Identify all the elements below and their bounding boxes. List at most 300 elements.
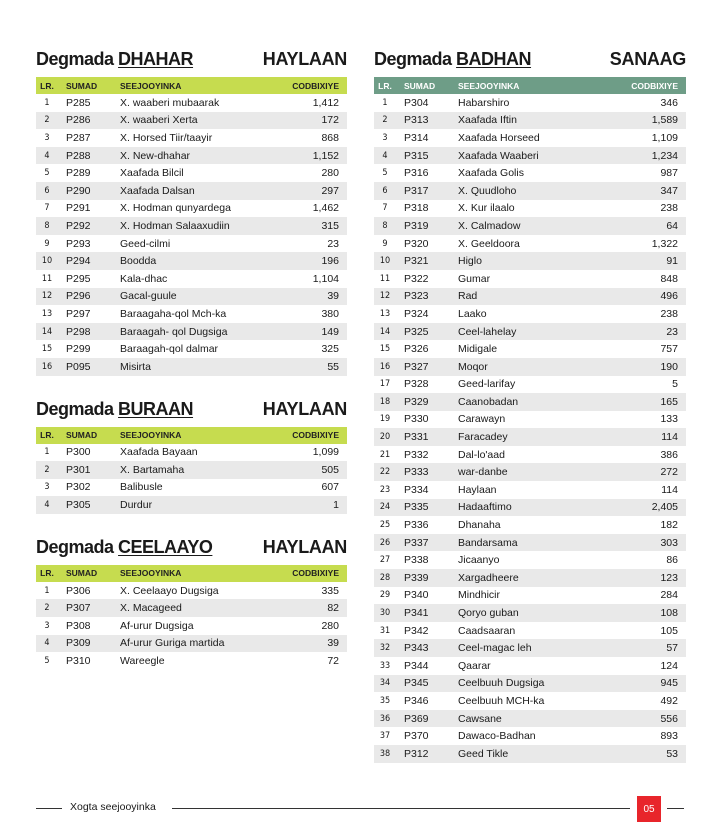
- row-number: 20: [379, 432, 391, 443]
- row-number: 13: [41, 308, 53, 319]
- station-code: P316: [404, 167, 429, 180]
- row-number: 1: [44, 97, 50, 108]
- station-name: X. Kur ilaalo: [458, 202, 515, 215]
- region-name: HAYLAAN: [262, 49, 347, 69]
- table-row: [374, 534, 686, 552]
- station-code: P310: [66, 655, 91, 668]
- table-row: [374, 657, 686, 675]
- table-row: [374, 200, 686, 218]
- station-code: P331: [404, 431, 429, 444]
- station-code: P336: [404, 519, 429, 532]
- voter-count: 868: [321, 131, 339, 144]
- voter-count: 5: [672, 378, 678, 391]
- station-code: P301: [66, 463, 91, 476]
- station-code: P313: [404, 114, 429, 127]
- station-name: Qoryo guban: [458, 607, 519, 620]
- row-number: 7: [44, 203, 50, 214]
- col-header-no: LR.: [40, 430, 54, 440]
- station-name: Baraagah- qol Dugsiga: [120, 325, 228, 338]
- station-name: Laako: [458, 307, 487, 320]
- voter-count: 987: [660, 167, 678, 180]
- station-code: P285: [66, 96, 91, 109]
- station-code: P298: [66, 325, 91, 338]
- table-row: [36, 582, 347, 600]
- voter-count: 133: [660, 413, 678, 426]
- row-number: 28: [379, 572, 391, 583]
- station-code: P328: [404, 378, 429, 391]
- station-code: P294: [66, 255, 91, 268]
- row-number: 10: [41, 256, 53, 267]
- station-code: P344: [404, 659, 429, 672]
- station-code: P319: [404, 219, 429, 232]
- district-title: [36, 399, 193, 420]
- footer-rule-right: [172, 808, 630, 809]
- col-header-no: LR.: [40, 80, 54, 91]
- table-row: [36, 200, 347, 218]
- voter-count: 893: [660, 730, 678, 743]
- col-header-name: SEEJOOYINKA: [120, 80, 182, 91]
- row-number: 33: [379, 660, 391, 671]
- table-row: [36, 94, 347, 112]
- table-row: [36, 496, 347, 514]
- voter-count: 1,462: [312, 202, 339, 215]
- table-row: [374, 235, 686, 253]
- station-code: P095: [66, 360, 91, 373]
- station-code: P306: [66, 584, 91, 597]
- station-code: P290: [66, 184, 91, 197]
- row-number: 4: [44, 638, 50, 649]
- table-row: [374, 446, 686, 464]
- station-name: Xaafada Dalsan: [120, 184, 195, 197]
- table-row: [36, 461, 347, 479]
- station-name: Dhanaha: [458, 519, 501, 532]
- station-name: X. Bartamaha: [120, 463, 185, 476]
- row-number: 10: [379, 256, 391, 267]
- row-number: 12: [41, 291, 53, 302]
- row-number: 9: [44, 238, 50, 249]
- voter-count: 196: [321, 255, 339, 268]
- station-name: X. Ceelaayo Dugsiga: [120, 584, 219, 597]
- table-row: [374, 147, 686, 165]
- station-code: P329: [404, 395, 429, 408]
- row-number: 12: [379, 291, 391, 302]
- table-row: [36, 652, 347, 670]
- table-row: [36, 599, 347, 617]
- station-code: P337: [404, 536, 429, 549]
- station-code: P305: [66, 499, 91, 512]
- station-name: Hadaaftimo: [458, 501, 512, 514]
- station-code: P327: [404, 360, 429, 373]
- voter-count: 346: [660, 96, 678, 109]
- station-code: P326: [404, 343, 429, 356]
- table-row: [36, 112, 347, 130]
- voter-count: 238: [660, 307, 678, 320]
- district-prefix: Degmada: [374, 49, 452, 69]
- station-code: P330: [404, 413, 429, 426]
- voter-count: 280: [321, 167, 339, 180]
- row-number: 18: [379, 396, 391, 407]
- voter-count: 303: [660, 536, 678, 549]
- row-number: 5: [44, 168, 50, 179]
- station-code: P312: [404, 747, 429, 760]
- row-number: 3: [44, 620, 50, 631]
- station-code: P302: [66, 481, 91, 494]
- section-header: [36, 396, 347, 420]
- station-name: Gumar: [458, 272, 491, 285]
- row-number: 2: [44, 603, 50, 614]
- row-number: 6: [44, 185, 50, 196]
- station-code: P292: [66, 219, 91, 232]
- station-name: Misirta: [120, 360, 151, 373]
- district-name: BURAAN: [118, 398, 194, 419]
- table-row: [374, 692, 686, 710]
- station-code: P297: [66, 307, 91, 320]
- station-name: war-danbe: [458, 466, 508, 479]
- station-name: Caanobadan: [458, 395, 519, 408]
- station-name: X. Horsed Tiir/taayir: [120, 131, 213, 144]
- station-name: X. waaberi mubaarak: [120, 96, 220, 109]
- station-name: Af-urur Guriga martida: [120, 637, 225, 650]
- row-number: 32: [379, 643, 391, 654]
- station-code: P288: [66, 149, 91, 162]
- station-name: X. Geeldoora: [458, 237, 520, 250]
- voter-count: 325: [321, 343, 339, 356]
- voter-count: 165: [660, 395, 678, 408]
- right-column: [374, 46, 686, 783]
- row-number: 4: [44, 500, 50, 511]
- section-ceelaayo: [36, 534, 347, 670]
- voter-count: 190: [660, 360, 678, 373]
- row-number: 15: [379, 344, 391, 355]
- col-header-code: SUMAD: [66, 80, 98, 91]
- row-number: 16: [379, 361, 391, 372]
- station-code: P300: [66, 446, 91, 459]
- station-name: Caadsaaran: [458, 624, 516, 637]
- row-number: 21: [379, 449, 391, 460]
- col-header-name: SEEJOOYINKA: [458, 80, 520, 91]
- table-row: [374, 499, 686, 517]
- table-row: [36, 323, 347, 341]
- station-name: Baraagaha-qol Mch-ka: [120, 307, 227, 320]
- row-number: 31: [379, 625, 391, 636]
- table-row: [36, 358, 347, 376]
- voter-count: 238: [660, 202, 678, 215]
- table-row: [374, 411, 686, 429]
- table-row: [374, 252, 686, 270]
- row-number: 11: [379, 273, 391, 284]
- row-number: 4: [382, 150, 388, 161]
- station-code: P318: [404, 202, 429, 215]
- station-name: Ceelbuuh MCH-ka: [458, 694, 545, 707]
- table-row: [36, 147, 347, 165]
- table-row: [374, 428, 686, 446]
- row-number: 11: [41, 273, 53, 284]
- voter-count: 105: [660, 624, 678, 637]
- district-name: DHAHAR: [118, 49, 194, 69]
- voter-count: 848: [660, 272, 678, 285]
- voter-count: 182: [660, 519, 678, 532]
- table-row: [374, 305, 686, 323]
- station-code: P346: [404, 694, 429, 707]
- voter-count: 53: [666, 747, 678, 760]
- station-name: Baraagah-qol dalmar: [120, 343, 219, 356]
- station-code: P309: [66, 637, 91, 650]
- voter-count: 82: [327, 602, 339, 615]
- table-row: [374, 270, 686, 288]
- station-name: Xaafada Iftin: [458, 114, 517, 127]
- table-row: [374, 675, 686, 693]
- station-code: P296: [66, 290, 91, 303]
- voter-count: 39: [327, 290, 339, 303]
- left-column: [36, 46, 347, 690]
- table-row: [36, 252, 347, 270]
- station-name: X. Macageed: [120, 602, 182, 615]
- station-name: Habarshiro: [458, 96, 510, 109]
- table-row: [36, 270, 347, 288]
- col-header-count: CODBIXIYE: [292, 430, 339, 440]
- col-header-count: CODBIXIYE: [631, 80, 678, 91]
- table-row: [36, 182, 347, 200]
- station-code: P370: [404, 730, 429, 743]
- station-name: X. waaberi Xerta: [120, 114, 198, 127]
- table-row: [374, 112, 686, 130]
- district-title: [36, 537, 212, 558]
- row-number: 8: [44, 220, 50, 231]
- row-number: 3: [382, 132, 388, 143]
- row-number: 2: [44, 115, 50, 126]
- table-row: [36, 305, 347, 323]
- voter-count: 1: [333, 499, 339, 512]
- row-number: 38: [379, 748, 391, 759]
- table-row: [36, 479, 347, 497]
- station-name: Carawayn: [458, 413, 506, 426]
- station-code: P335: [404, 501, 429, 514]
- table-row: [36, 288, 347, 306]
- row-number: 1: [44, 447, 50, 458]
- voter-count: 284: [660, 589, 678, 602]
- table-row: [36, 635, 347, 653]
- section-header: [374, 46, 686, 70]
- station-name: Ceelbuuh Dugsiga: [458, 677, 545, 690]
- row-number: 19: [379, 414, 391, 425]
- station-name: Geed-cilmi: [120, 237, 171, 250]
- voter-count: 315: [321, 219, 339, 232]
- voter-count: 607: [321, 481, 339, 494]
- table-row: [36, 129, 347, 147]
- voter-count: 280: [321, 619, 339, 632]
- station-name: Balibusle: [120, 481, 163, 494]
- district-prefix: Degmada: [36, 536, 114, 557]
- row-number: 22: [379, 467, 391, 478]
- table-header: [374, 77, 686, 94]
- row-number: 13: [379, 308, 391, 319]
- station-name: Mindhicir: [458, 589, 501, 602]
- table-row: [374, 710, 686, 728]
- voter-count: 335: [321, 584, 339, 597]
- district-title: [36, 49, 193, 70]
- station-name: Durdur: [120, 499, 153, 512]
- row-number: 3: [44, 132, 50, 143]
- col-header-code: SUMAD: [66, 430, 98, 440]
- voter-count: 114: [661, 431, 678, 444]
- station-code: P339: [404, 571, 429, 584]
- table-row: [374, 481, 686, 499]
- col-header-name: SEEJOOYINKA: [120, 568, 182, 579]
- voter-count: 297: [321, 184, 339, 197]
- footer-rule-left: [36, 808, 62, 809]
- col-header-code: SUMAD: [404, 80, 436, 91]
- station-code: P289: [66, 167, 91, 180]
- voter-count: 1,152: [312, 149, 339, 162]
- station-code: P332: [404, 448, 429, 461]
- station-code: P287: [66, 131, 91, 144]
- footer-text: Xogta seejooyinka: [70, 801, 156, 813]
- row-number: 1: [44, 585, 50, 596]
- station-code: P307: [66, 602, 91, 615]
- station-name: X. Calmadow: [458, 219, 521, 232]
- station-name: Rad: [458, 290, 478, 303]
- table-row: [374, 516, 686, 534]
- station-code: P325: [404, 325, 429, 338]
- region-name: HAYLAAN: [262, 398, 347, 419]
- station-name: X. Quudloho: [458, 184, 517, 197]
- row-number: 35: [379, 695, 391, 706]
- col-header-name: SEEJOOYINKA: [120, 430, 182, 440]
- table-row: [374, 323, 686, 341]
- row-number: 7: [382, 203, 388, 214]
- voter-count: 149: [321, 325, 339, 338]
- district-prefix: Degmada: [36, 398, 114, 419]
- col-header-code: SUMAD: [66, 568, 98, 579]
- section-buraan: [36, 396, 347, 514]
- voter-count: 945: [660, 677, 678, 690]
- table-header: [36, 565, 347, 582]
- station-code: P369: [404, 712, 429, 725]
- section-dhahar: [36, 46, 347, 376]
- row-number: 34: [379, 678, 391, 689]
- station-code: P345: [404, 677, 429, 690]
- station-code: P321: [404, 255, 429, 268]
- district-title: [374, 49, 531, 70]
- table-row: [374, 376, 686, 394]
- table-row: [374, 182, 686, 200]
- table-row: [374, 164, 686, 182]
- voter-count: 386: [660, 448, 678, 461]
- table-row: [374, 745, 686, 763]
- row-number: 9: [382, 238, 388, 249]
- station-code: P291: [66, 202, 91, 215]
- station-name: Wareegle: [120, 655, 165, 668]
- row-number: 6: [382, 185, 388, 196]
- station-code: P320: [404, 237, 429, 250]
- voter-count: 23: [327, 237, 339, 250]
- region-name: SANAAG: [609, 49, 686, 69]
- station-code: P322: [404, 272, 429, 285]
- table-row: [36, 164, 347, 182]
- voter-count: 72: [327, 655, 339, 668]
- voter-count: 39: [327, 637, 339, 650]
- voter-count: 86: [666, 554, 678, 567]
- station-code: P338: [404, 554, 429, 567]
- table-row: [374, 727, 686, 745]
- table-row: [36, 444, 347, 462]
- row-number: 23: [379, 484, 391, 495]
- table-row: [374, 94, 686, 112]
- station-name: Bandarsama: [458, 536, 518, 549]
- station-name: Higlo: [458, 255, 482, 268]
- section-badhan: [374, 46, 686, 763]
- district-name: BADHAN: [456, 49, 532, 69]
- table-row: [374, 217, 686, 235]
- voter-count: 114: [661, 483, 678, 496]
- table-row: [36, 235, 347, 253]
- station-name: Kala-dhac: [120, 272, 168, 285]
- row-number: 30: [379, 608, 391, 619]
- region-name: HAYLAAN: [262, 536, 347, 557]
- col-header-count: CODBIXIYE: [292, 80, 339, 91]
- station-name: Xaafada Golis: [458, 167, 524, 180]
- station-name: Dal-lo'aad: [458, 448, 505, 461]
- station-name: Af-urur Dugsiga: [120, 619, 194, 632]
- station-name: Xaafada Bayaan: [120, 446, 198, 459]
- voter-count: 57: [666, 642, 678, 655]
- voter-count: 91: [666, 255, 678, 268]
- voter-count: 55: [327, 360, 339, 373]
- row-number: 36: [379, 713, 391, 724]
- station-name: Qaarar: [458, 659, 491, 672]
- station-name: Xaafada Bilcil: [120, 167, 184, 180]
- table-row: [36, 217, 347, 235]
- voter-count: 23: [666, 325, 678, 338]
- voter-count: 124: [660, 659, 678, 672]
- col-header-no: LR.: [40, 568, 54, 579]
- table-row: [36, 340, 347, 358]
- voter-count: 496: [660, 290, 678, 303]
- station-name: Ceel-lahelay: [458, 325, 517, 338]
- station-code: P334: [404, 483, 429, 496]
- station-code: P342: [404, 624, 429, 637]
- station-name: Moqor: [458, 360, 488, 373]
- station-code: P340: [404, 589, 429, 602]
- station-code: P333: [404, 466, 429, 479]
- page-number-badge: 05: [637, 796, 661, 822]
- table-row: [374, 288, 686, 306]
- station-code: P317: [404, 184, 429, 197]
- row-number: 5: [44, 656, 50, 667]
- row-number: 1: [382, 97, 388, 108]
- station-name: X. Hodman qunyardega: [120, 202, 231, 215]
- row-number: 27: [379, 555, 391, 566]
- row-number: 3: [44, 482, 50, 493]
- row-number: 4: [44, 150, 50, 161]
- voter-count: 2,405: [651, 501, 678, 514]
- row-number: 8: [382, 220, 388, 231]
- station-name: Gacal-guule: [120, 290, 177, 303]
- row-number: 5: [382, 168, 388, 179]
- voter-count: 123: [660, 571, 678, 584]
- col-header-count: CODBIXIYE: [292, 568, 339, 579]
- station-name: Faracadey: [458, 431, 508, 444]
- row-number: 37: [379, 731, 391, 742]
- station-name: Dawaco-Badhan: [458, 730, 536, 743]
- table-row: [374, 129, 686, 147]
- voter-count: 108: [660, 607, 678, 620]
- table-row: [374, 393, 686, 411]
- station-name: Geed Tikle: [458, 747, 509, 760]
- voter-count: 272: [660, 466, 678, 479]
- station-name: X. Hodman Salaaxudiin: [120, 219, 230, 232]
- table-row: [374, 463, 686, 481]
